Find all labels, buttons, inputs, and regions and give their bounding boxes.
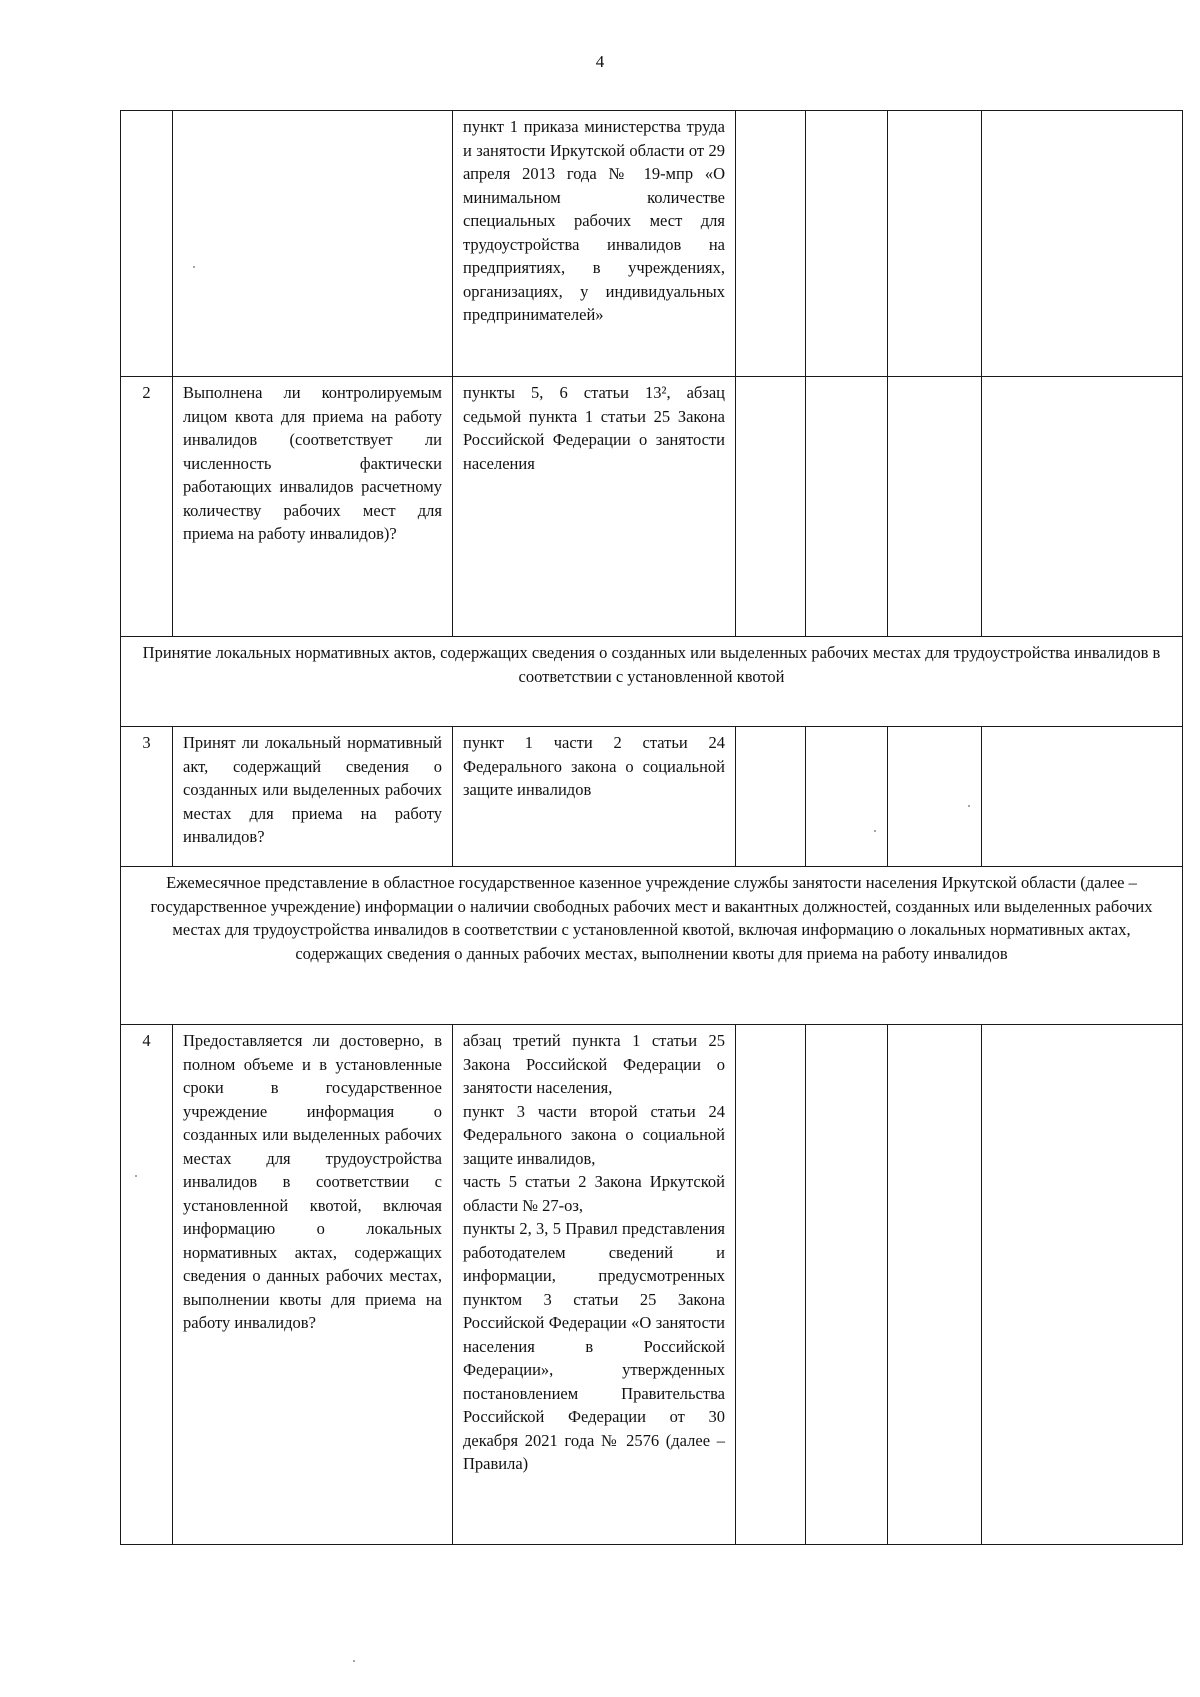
table-row (121, 377, 1183, 637)
table-row (121, 1025, 1183, 1545)
table-row (121, 727, 1183, 867)
answer-no-cell (806, 377, 888, 637)
note-cell (982, 111, 1183, 377)
note-cell (982, 1025, 1183, 1545)
requisite-line: часть 5 статьи 2 Закона Иркутской области № 27-оз, (463, 1172, 725, 1215)
scan-speck (353, 1660, 355, 1662)
checklist-table (120, 110, 1183, 1545)
note-cell (982, 727, 1183, 867)
table-row (121, 111, 1183, 377)
answer-na-cell (888, 111, 982, 377)
answer-na-cell (888, 1025, 982, 1545)
section-row (121, 867, 1183, 1025)
answer-na-cell (888, 377, 982, 637)
requisite-line: пункты 2, 3, 5 Правил представления работодателем сведений и информации, предусмотренных пунктом 3 статьи 25 Закона Российской Федерации «О занятости населения в Российской Федерации», утвержденных постановлением Правительства Российской Федерации от 30 декабря 2021 года № 2576 (далее – Правила) (463, 1219, 725, 1473)
answer-no-cell (806, 727, 888, 867)
section-row (121, 637, 1183, 727)
row-number (121, 111, 173, 377)
requisite-line: абзац третий пункта 1 статьи 25 Закона Российской Федерации о занятости населения, (463, 1031, 725, 1097)
row-number: 3 (121, 727, 173, 867)
requisites-cell: пункт 1 приказа министерства труда и занятости Иркутской области от 29 апреля 2013 года № 19-мпр «О минимальном количестве специальных рабочих мест для трудоустройства инвалидов на предприятиях, в учреждениях, организациях, у индивидуальных предпринимателей» (453, 111, 736, 377)
answer-yes-cell (736, 1025, 806, 1545)
question-cell (173, 111, 453, 377)
section-title: Ежемесячное представление в областное государственное казенное учреждение службы занятости населения Иркутской области (далее – государственное учреждение) информации о наличии свободных рабочих мест и вакантных должностей, созданных или выделенных рабочих местах для трудоустройства инвалидов в соответствии с установленной квотой, включая информацию о локальных нормативных актах, содержащих сведения о данных рабочих местах, выполнении квоты для приема на работу инвалидов (121, 867, 1183, 1025)
row-number: 2 (121, 377, 173, 637)
question-cell: Выполнена ли контролируемым лицом квота для приема на работу инвалидов (соответствует ли численность фактически работающих инвалидов расчетному количеству рабочих мест для приема на работу инвалидов)? (173, 377, 453, 637)
row-number: 4 (121, 1025, 173, 1545)
answer-yes-cell (736, 111, 806, 377)
scan-speck (968, 805, 970, 807)
answer-no-cell (806, 1025, 888, 1545)
answer-na-cell (888, 727, 982, 867)
question-cell: Предоставляется ли достоверно, в полном объеме и в установленные сроки в государственное учреждение информация о созданных или выделенных рабочих местах для трудоустройства инвалидов в соответствии с установленной квотой, включая информацию о локальных нормативных актах, содержащих сведения о данных рабочих местах, выполнении квоты для приема на работу инвалидов? (173, 1025, 453, 1545)
answer-yes-cell (736, 377, 806, 637)
answer-no-cell (806, 111, 888, 377)
answer-yes-cell (736, 727, 806, 867)
scan-speck (135, 1175, 137, 1177)
scan-speck (874, 830, 876, 832)
section-title: Принятие локальных нормативных актов, содержащих сведения о созданных или выделенных рабочих местах для трудоустройства инвалидов в соответствии с установленной квотой (121, 637, 1183, 727)
note-cell (982, 377, 1183, 637)
scan-speck (193, 266, 195, 268)
page-number: 4 (595, 52, 605, 71)
question-cell: Принят ли локальный нормативный акт, содержащий сведения о созданных или выделенных рабочих местах для приема на работу инвалидов? (173, 727, 453, 867)
requisites-cell: пункт 1 части 2 статьи 24 Федерального закона о социальной защите инвалидов (453, 727, 736, 867)
requisites-cell: пункты 5, 6 статьи 13², абзац седьмой пункта 1 статьи 25 Закона Российской Федерации о занятости населения (453, 377, 736, 637)
requisite-line: пункт 3 части второй статьи 24 Федерального закона о социальной защите инвалидов, (463, 1101, 725, 1168)
requisites-cell (453, 1025, 736, 1545)
